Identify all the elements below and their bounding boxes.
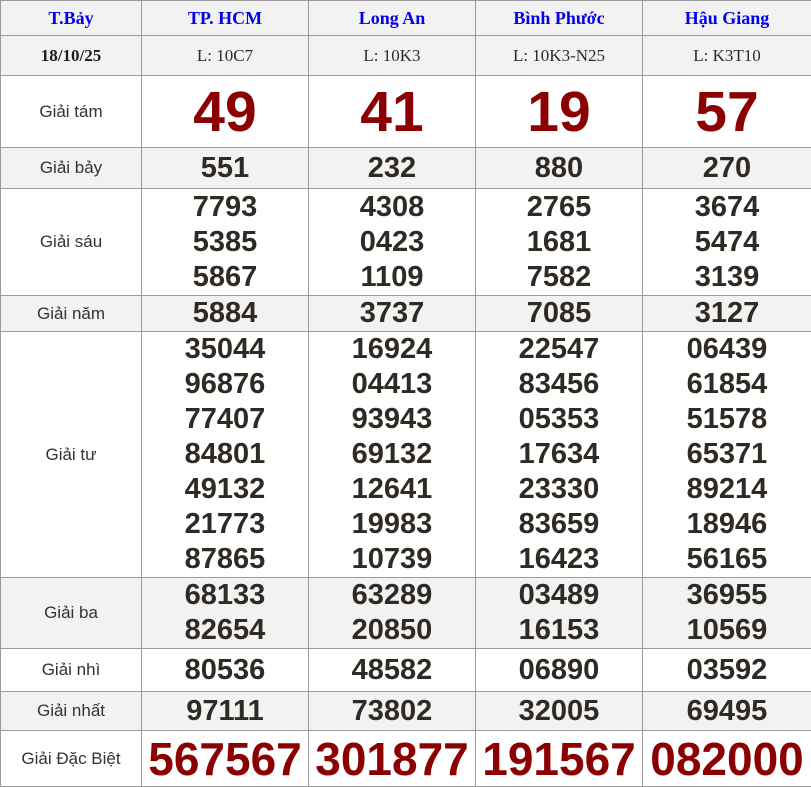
prize-number: 7085 (526, 297, 592, 329)
prize-cell (643, 296, 811, 332)
prize-number: 35044 (184, 333, 266, 365)
prize-row-giai-tam (1, 76, 811, 148)
prize-label: Giải nhất (1, 692, 142, 731)
prize-number: 270 (702, 151, 752, 184)
prize-number: 10739 (351, 543, 433, 575)
prize-cell (142, 332, 309, 578)
prize-number: 5474 (694, 225, 760, 258)
header-row (1, 1, 811, 36)
prize-number: 18946 (686, 508, 768, 540)
prize-number: 87865 (184, 543, 266, 575)
prize-row-giai-bay (1, 148, 811, 189)
prize-number: 80536 (184, 653, 266, 686)
prize-number: 7793 (192, 190, 258, 223)
prize-cell (643, 148, 811, 189)
prize-number: 880 (534, 151, 584, 184)
prize-number: 16153 (518, 614, 600, 646)
prize-number: 69132 (351, 438, 433, 470)
prize-cell (643, 692, 811, 731)
prize-number: 49 (193, 79, 257, 144)
prize-cell (476, 731, 643, 787)
prize-number: 05353 (518, 403, 600, 435)
prize-cell (476, 148, 643, 189)
prize-number: 56165 (686, 543, 768, 575)
prize-row-giai-dac-biet (1, 731, 811, 787)
prize-number: 5884 (192, 297, 258, 329)
prize-number: 567567 (148, 732, 302, 785)
header-province-tphcm[interactable]: TP. HCM (142, 1, 309, 36)
prize-cell (476, 76, 643, 148)
prize-number: 65371 (686, 438, 768, 470)
prize-number: 12641 (351, 473, 433, 505)
prize-row-giai-nhat (1, 692, 811, 731)
prize-cell (309, 296, 476, 332)
prize-cell (142, 692, 309, 731)
prize-number: 83659 (518, 508, 600, 540)
prize-cell (142, 649, 309, 692)
prize-row-giai-nam (1, 296, 811, 332)
prize-cell (643, 332, 811, 578)
prize-number: 20850 (351, 614, 433, 646)
prize-number: 63289 (351, 579, 433, 611)
prize-number: 2765 (526, 190, 592, 223)
prize-cell (309, 578, 476, 649)
prize-number: 51578 (686, 403, 768, 435)
prize-number: 41 (360, 79, 424, 144)
prize-number: 93943 (351, 403, 433, 435)
prize-number: 69495 (686, 694, 768, 727)
prize-number: 83456 (518, 368, 600, 400)
lottery-code-longan: L: 10K3 (309, 36, 476, 76)
prize-number: 06890 (518, 653, 600, 686)
prize-label: Giải ba (1, 578, 142, 649)
prize-cell (142, 578, 309, 649)
prize-number: 191567 (482, 732, 636, 785)
prize-number: 03592 (686, 653, 768, 686)
prize-number: 23330 (518, 473, 600, 505)
prize-number: 3139 (694, 260, 760, 293)
prize-label: Giải Đặc Biệt (1, 731, 142, 787)
prize-cell (643, 578, 811, 649)
prize-number: 19 (527, 79, 591, 144)
prize-number: 06439 (686, 333, 768, 365)
prize-label: Giải bảy (1, 148, 142, 189)
prize-label: Giải sáu (1, 189, 142, 296)
header-day-link[interactable]: T.Bảy (1, 1, 142, 36)
lottery-code-haugiang: L: K3T10 (643, 36, 811, 76)
prize-number: 7582 (526, 260, 592, 293)
date-row (1, 36, 811, 76)
prize-cell (142, 296, 309, 332)
prize-cell (643, 76, 811, 148)
prize-number: 16924 (351, 333, 433, 365)
prize-cell (309, 76, 476, 148)
prize-number: 48582 (351, 653, 433, 686)
prize-cell (309, 332, 476, 578)
prize-cell (309, 692, 476, 731)
prize-number: 232 (367, 151, 417, 184)
prize-number: 1681 (526, 225, 592, 258)
prize-cell (309, 189, 476, 296)
lottery-code-binhphuoc: L: 10K3-N25 (476, 36, 643, 76)
prize-number: 32005 (518, 694, 600, 727)
prize-cell (142, 76, 309, 148)
prize-label: Giải năm (1, 296, 142, 332)
prize-number: 68133 (184, 579, 266, 611)
prize-cell (309, 731, 476, 787)
prize-cell (142, 189, 309, 296)
prize-number: 21773 (184, 508, 266, 540)
prize-number: 77407 (184, 403, 266, 435)
prize-cell (476, 332, 643, 578)
prize-number: 3737 (359, 297, 425, 329)
prize-cell (643, 189, 811, 296)
prize-number: 0423 (359, 225, 425, 258)
prize-row-giai-tu (1, 332, 811, 578)
prize-number: 17634 (518, 438, 600, 470)
prize-number: 5867 (192, 260, 258, 293)
prize-number: 19983 (351, 508, 433, 540)
lottery-code-tphcm: L: 10C7 (142, 36, 309, 76)
prize-number: 22547 (518, 333, 600, 365)
prize-cell (476, 578, 643, 649)
prize-number: 4308 (359, 190, 425, 223)
draw-date: 18/10/25 (1, 36, 142, 76)
prize-row-giai-nhi (1, 649, 811, 692)
prize-number: 3674 (694, 190, 760, 223)
prize-number: 61854 (686, 368, 768, 400)
prize-cell (309, 649, 476, 692)
prize-label: Giải tư (1, 332, 142, 578)
header-province-binhphuoc[interactable]: Bình Phước (476, 1, 643, 36)
prize-cell (476, 649, 643, 692)
prize-number: 551 (200, 151, 250, 184)
prize-number: 84801 (184, 438, 266, 470)
prize-number: 82654 (184, 614, 266, 646)
prize-cell (476, 692, 643, 731)
prize-cell (142, 731, 309, 787)
header-province-longan[interactable]: Long An (309, 1, 476, 36)
prize-number: 03489 (518, 579, 600, 611)
prize-cell (643, 649, 811, 692)
prize-row-giai-sau (1, 189, 811, 296)
prize-number: 5385 (192, 225, 258, 258)
prize-number: 97111 (186, 694, 264, 727)
prize-number: 89214 (686, 473, 768, 505)
prize-number: 57 (695, 79, 759, 144)
prize-cell (476, 189, 643, 296)
prize-cell (309, 148, 476, 189)
prize-number: 04413 (351, 368, 433, 400)
prize-number: 1109 (360, 260, 424, 293)
prize-number: 16423 (518, 543, 600, 575)
prize-number: 3127 (694, 297, 760, 329)
prize-number: 73802 (351, 694, 433, 727)
prize-number: 96876 (184, 368, 266, 400)
prize-number: 36955 (686, 579, 768, 611)
header-province-haugiang[interactable]: Hậu Giang (643, 1, 811, 36)
prize-row-giai-ba (1, 578, 811, 649)
prize-label: Giải nhì (1, 649, 142, 692)
prize-label: Giải tám (1, 76, 142, 148)
prize-cell (142, 148, 309, 189)
prize-number: 10569 (686, 614, 768, 646)
prize-cell (643, 731, 811, 787)
prize-cell (476, 296, 643, 332)
prize-number: 301877 (315, 732, 469, 785)
prize-number: 082000 (650, 732, 804, 785)
prize-number: 49132 (184, 473, 266, 505)
